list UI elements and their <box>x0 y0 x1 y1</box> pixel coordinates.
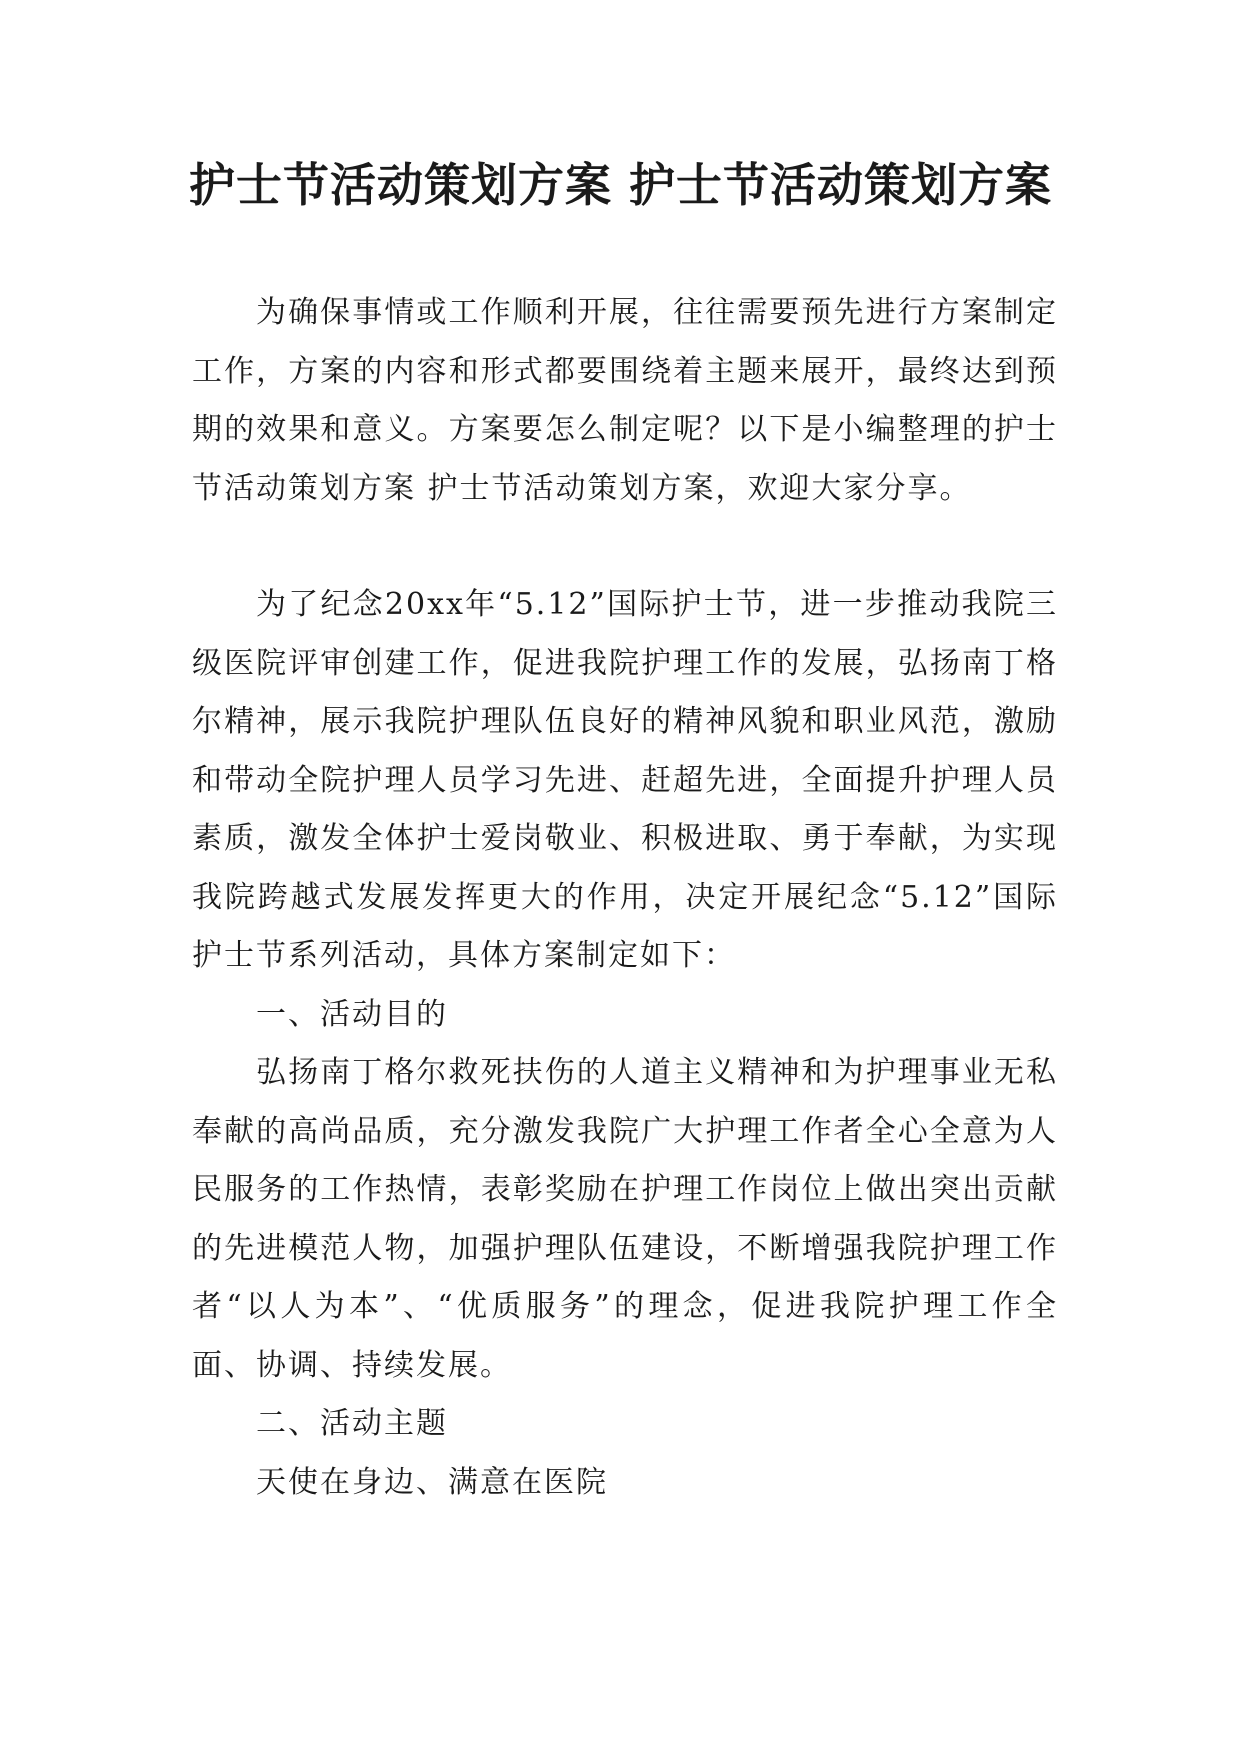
purpose-paragraph: 弘扬南丁格尔救死扶伤的人道主义精神和为护理事业无私奉献的高尚品质，充分激发我院广大护理工作者全心全意为人民服务的工作热情，表彰奖励在护理工作岗位上做出突出贡献的先进模范人物，加强护理队伍建设，不断增强我院护理工作者“以人为本”、“优质服务”的理念，促进我院护理工作全面、协调、持续发展。 <box>192 1055 1058 1383</box>
background-paragraph: 为了纪念20xx年“5.12”国际护士节，进一步推动我院三级医院评审创建工作，促进我院护理工作的发展，弘扬南丁格尔精神，展示我院护理队伍良好的精神风貌和职业风范，激励和带动全院护理人员学习先进、赶超先进，全面提升护理人员素质，激发全体护士爱岗敬业、积极进取、勇于奉献，为实现我院跨越式发展发挥更大的作用，决定开展纪念“5.12”国际护士节系列活动，具体方案制定如下： <box>192 587 1058 973</box>
document-body <box>192 284 1058 1512</box>
theme-paragraph: 天使在身边、满意在医院 <box>256 1464 608 1500</box>
document-title: 护士节活动策划方案 护士节活动策划方案 <box>188 158 1052 212</box>
section-heading-purpose: 一、活动目的 <box>256 996 448 1032</box>
section-heading-theme: 二、活动主题 <box>256 1406 448 1441</box>
intro-paragraph: 为确保事情或工作顺利开展，往往需要预先进行方案制定工作，方案的内容和形式都要围绕着主题来展开，最终达到预期的效果和意义。方案要怎么制定呢？以下是小编整理的护士节活动策划方案 护士节活动策划方案，欢迎大家分享。 <box>192 295 1058 506</box>
